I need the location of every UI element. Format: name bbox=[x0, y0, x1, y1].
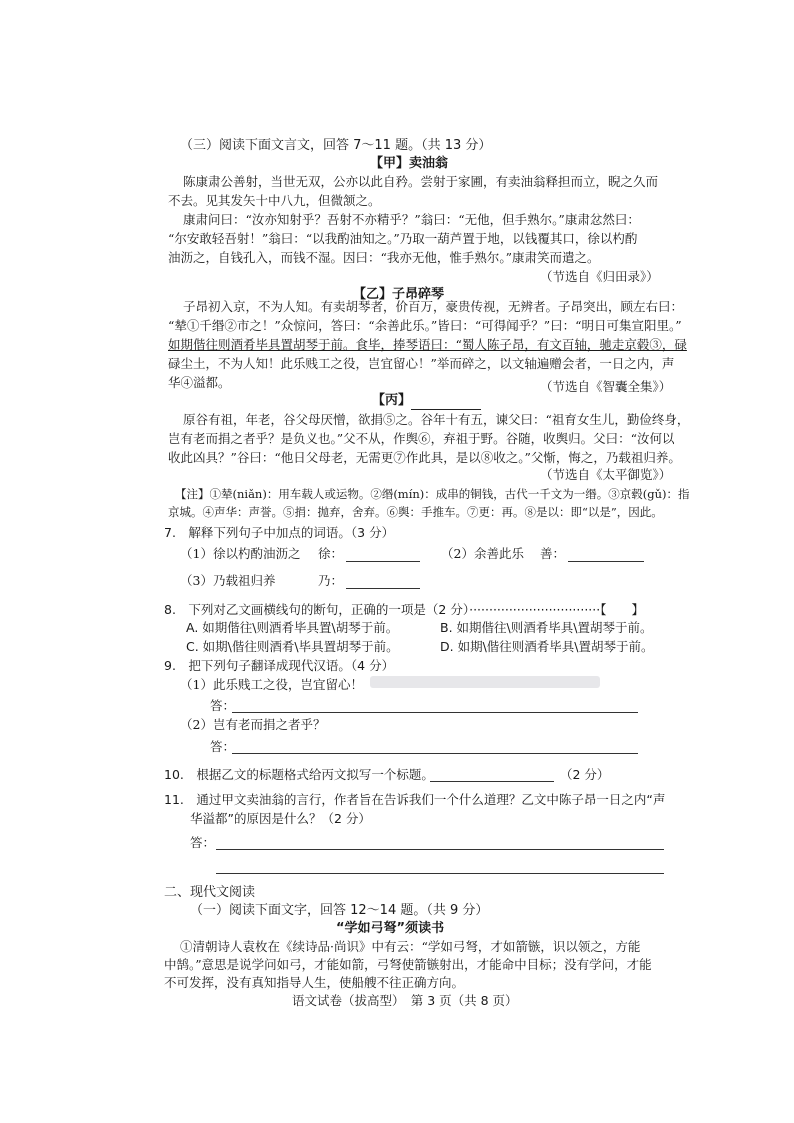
passage-bing-line: 收此凶具？”谷曰：“他日父母老，无需更⑦作此具，是以⑧收之。”父惭，悔之，乃载祖归养。 bbox=[168, 450, 681, 465]
passage-jia-source: （节选自《归田录》） bbox=[540, 269, 659, 284]
passage-yi-line: 碌尘土，不为人知！此乐贱工之役，岂宜留心！”举而碎之，以文轴遍赠会者，一日之内，声 bbox=[168, 356, 675, 371]
q11-answer-line-2[interactable] bbox=[216, 872, 664, 874]
section-2-heading: 二、现代文阅读 bbox=[164, 885, 256, 900]
passage-yi-source: （节选自《智囊全集》） bbox=[540, 379, 672, 394]
question-7-stem: 7. 解释下列句子中加点的词语。（3 分） bbox=[164, 525, 395, 540]
q11-answer-label: 答： bbox=[190, 835, 216, 850]
passage-jia-line: 油沥之，自钱孔入，而钱不湿。因曰：“我亦无他，惟手熟尔。”康肃笑而遣之。 bbox=[168, 250, 600, 265]
q7-item-3-word: 乃： bbox=[318, 573, 344, 588]
article-line: 中鹄。”意思是说学问如弓，才能如箭，弓弩使箭镞射出，才能命中目标；没有学问，才能 bbox=[164, 957, 652, 972]
passage-yi-line: 华④溢都。 bbox=[168, 375, 231, 390]
question-8-stem: 8. 下列对乙文画横线句的断句，正确的一项是（2 分）·································【 】 bbox=[164, 602, 644, 617]
article-title: “学如弓弩”须读书 bbox=[336, 921, 445, 936]
section-2-subheading: （一）阅读下面文字，回答 12～14 题。（共 9 分） bbox=[190, 903, 489, 918]
q7-item-3-answer[interactable] bbox=[346, 587, 420, 589]
passage-jia-title: 【甲】卖油翁 bbox=[370, 156, 449, 171]
passage-bing-title-blank[interactable] bbox=[411, 395, 481, 410]
q9-answer-label-1: 答： bbox=[210, 698, 236, 713]
passage-yi-line: 子昂初入京，不为人知。有卖胡琴者，价百万，豪贵传视，无辨者。子昂突出，顾左右曰： bbox=[183, 299, 684, 314]
passage-jia-line: “尔安敢轻吾射！”翁曰：“以我酌油知之。”乃取一葫芦置于地，以钱覆其口，徐以杓酌 bbox=[168, 231, 638, 246]
q7-item-3: （3）乃载祖归养 bbox=[180, 573, 276, 588]
article-line: ①清朝诗人袁枚在《续诗品·尚识》中有云：“学如弓弩，才如箭镞，识以领之，方能 bbox=[180, 939, 641, 954]
q8-option-b[interactable]: B. 如期偕往\则酒肴毕具\置胡琴于前。 bbox=[440, 620, 653, 635]
scan-smudge bbox=[370, 676, 600, 688]
question-11-line: 华溢都”的原因是什么？（2 分） bbox=[190, 811, 371, 826]
passage-bing-line: 原谷有祖，年老，谷父母厌憎，欲捐⑤之。谷年十有五，谏父曰：“祖育女生儿，勤俭终身， bbox=[183, 412, 690, 427]
q9-item-2-answer[interactable] bbox=[232, 752, 638, 754]
q9-answer-label-2: 答： bbox=[210, 739, 236, 754]
article-line: 不可发挥，没有真知指导人生，使船艘不往正确方向。 bbox=[164, 975, 465, 990]
q7-item-2: （2）余善此乐 bbox=[441, 546, 524, 561]
passage-jia-line: 不去。见其发矢十中八九，但微颔之。 bbox=[168, 193, 381, 208]
passage-bing-label: 【丙】 bbox=[372, 393, 412, 408]
underlined-sentence: 如期偕往则酒肴毕具置胡琴于前。食毕，捧琴语曰：“蜀人陈子昂，有文百轴，驰走京毂③，碌 bbox=[168, 337, 687, 352]
q7-item-2-word: 善： bbox=[540, 546, 566, 561]
q7-item-1-answer[interactable] bbox=[346, 560, 420, 562]
q7-item-1: （1）徐以杓酌油沥之 bbox=[180, 546, 301, 561]
passage-bing-source: （节选自《太平御览》） bbox=[540, 467, 672, 482]
q8-option-c[interactable]: C. 如期\偕往则酒肴\毕具置胡琴于前。 bbox=[186, 639, 399, 654]
page-footer: 语文试卷（拔高型） 第 3 页（共 8 页） bbox=[292, 993, 518, 1008]
q9-item-2: （2）岂有老而捐之者乎？ bbox=[180, 717, 326, 732]
passage-bing-line: 岂有老而捐之者乎？是负义也。”父不从，作舆⑥，弃祖于野。谷随，收舆归。父曰：“汝何以 bbox=[168, 431, 675, 446]
q10-answer[interactable] bbox=[430, 780, 554, 782]
q9-item-1: （1）此乐贱工之役，岂宜留心！ bbox=[180, 677, 363, 692]
q11-answer-line-1[interactable] bbox=[216, 848, 664, 850]
q7-item-2-answer[interactable] bbox=[568, 560, 644, 562]
q9-item-1-answer[interactable] bbox=[232, 711, 638, 713]
notes-line: 【注】①辇(niǎn)：用车载人或运物。②缗(mín)：成串的铜钱，古代一千文为一缗。③京毂(gǔ)：指 bbox=[175, 487, 690, 501]
section-heading: （三）阅读下面文言文，回答 7～11 题。（共 13 分） bbox=[180, 138, 492, 153]
passage-jia-line: 陈康肃公善射，当世无双，公亦以此自矜。尝射于家圃，有卖油翁释担而立，睨之久而 bbox=[183, 174, 659, 189]
question-9-stem: 9. 把下列句子翻译成现代汉语。（4 分） bbox=[164, 658, 395, 673]
passage-bing-title bbox=[372, 392, 481, 410]
q7-item-1-word: 徐： bbox=[318, 546, 344, 561]
question-10-score: （2 分） bbox=[560, 767, 610, 782]
passage-yi-line-underlined bbox=[168, 336, 687, 354]
question-11-line: 11. 通过甲文卖油翁的言行，作者旨在告诉我们一个什么道理？乙文中陈子昂一日之内“声 bbox=[164, 792, 666, 807]
question-10-stem: 10. 根据乙文的标题格式给丙文拟写一个标题。 bbox=[164, 767, 434, 782]
q8-option-d[interactable]: D. 如期\偕往则酒肴毕具\置胡琴于前。 bbox=[440, 639, 654, 654]
passage-jia-line: 康肃问曰：“汝亦知射乎？吾射不亦精乎？”翁曰：“无他，但手熟尔。”康肃忿然曰： bbox=[183, 212, 640, 227]
q8-option-a[interactable]: A. 如期偕往\则酒肴毕具置\胡琴于前。 bbox=[186, 620, 399, 635]
passage-yi-line: “辇①千缗②市之！”众惊问，答曰：“余善此乐。”皆曰：“可得闻乎？”曰：“明日可集宣阳里。” bbox=[168, 318, 682, 333]
notes-line: 京城。④声华：声誉。⑤捐：抛弃，舍弃。⑥舆：手推车。⑦更：再。⑧是以：即“以是”，因此。 bbox=[168, 505, 663, 519]
passage-yi-title: 【乙】子昂碎琴 bbox=[353, 287, 445, 302]
